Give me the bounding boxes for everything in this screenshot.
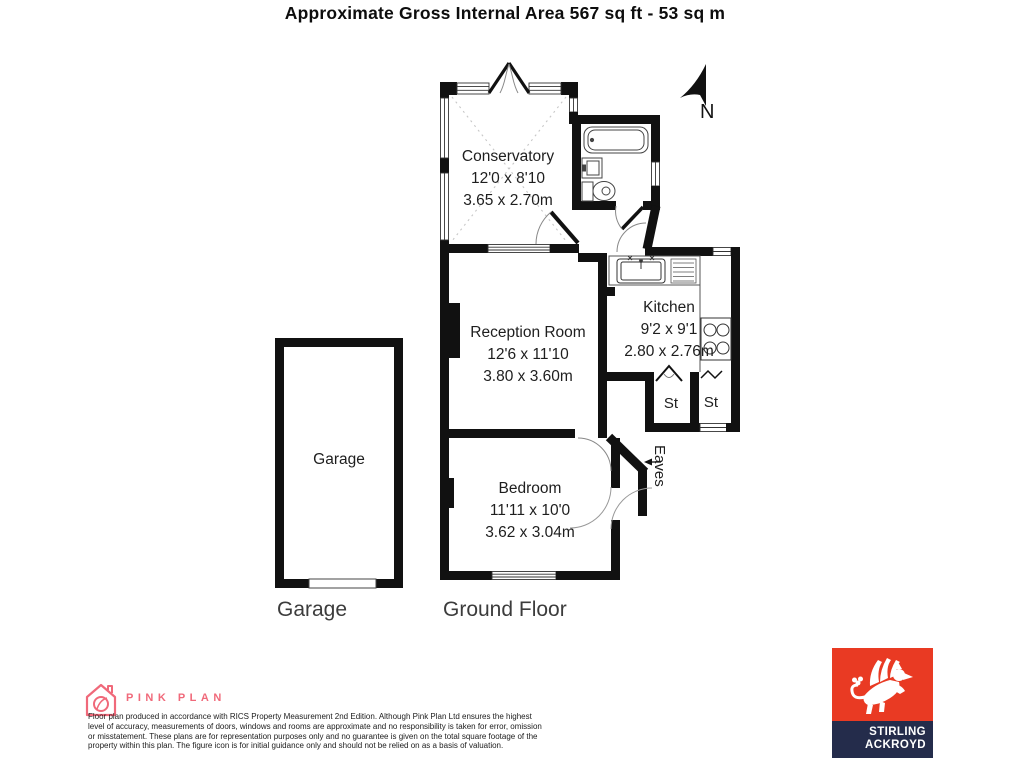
- compass-label: N: [700, 101, 715, 123]
- bifold-door: [656, 366, 682, 381]
- room-name: Bedroom: [498, 480, 562, 497]
- room-dims-imperial: 11'11 x 10'0: [489, 502, 571, 519]
- griffin-icon: [832, 648, 933, 721]
- agent-logo: [832, 648, 933, 758]
- garage-room-label: Garage: [313, 451, 365, 468]
- room-dims-metric: 3.65 x 2.70m: [463, 192, 553, 209]
- room-name: Reception Room: [470, 324, 586, 341]
- garage-door: [309, 579, 376, 588]
- eaves-label: Eaves: [651, 445, 668, 487]
- storage-right-label: St: [703, 394, 719, 411]
- window: [713, 248, 731, 256]
- hall-wall: [647, 206, 656, 249]
- door: [616, 206, 643, 229]
- room-dims-metric: 2.80 x 2.76m: [624, 343, 714, 360]
- window: [492, 572, 556, 580]
- french-doors: [489, 63, 529, 93]
- bathtub-icon: [584, 127, 648, 153]
- pink-plan-wordmark: PINK PLAN: [126, 692, 226, 704]
- disclaimer-line: level of accuracy, measurements of doors, windows and rooms are approximate and no responsibility is taken for error, omission: [88, 721, 542, 731]
- north-arrow-icon: [680, 64, 706, 106]
- room-dims-metric: 3.80 x 3.60m: [483, 368, 573, 385]
- disclaimer-line: property within this plan. The figure icon is for initial guidance only and should not be relied on as a basis of valuation.: [88, 741, 504, 751]
- bedroom-label: [450, 478, 610, 544]
- zigzag-door: [701, 371, 722, 378]
- ground-floor-label: Ground Floor: [443, 598, 567, 621]
- agent-logo-name-panel: [832, 721, 933, 758]
- room-name: Conservatory: [461, 148, 555, 165]
- conservatory-label: [428, 146, 588, 212]
- page-title: Approximate Gross Internal Area 567 sq ft - 53 sq m: [284, 3, 726, 23]
- disclaimer-line: or misstatement. These plans are for representation purposes only and no guarantee is given on the total square footage of the: [88, 731, 538, 741]
- disclaimer-text: [88, 712, 608, 751]
- room-dims-imperial: 9'2 x 9'1: [640, 321, 698, 338]
- window: [700, 424, 728, 432]
- room-name: Kitchen: [643, 299, 695, 316]
- disclaimer-line: Floor plan produced in accordance with RICS Property Measurement 2nd Edition. Although Pink Plan Ltd ensures the highest: [88, 712, 532, 721]
- reception-label: [448, 322, 608, 388]
- window: [652, 162, 660, 186]
- agent-name-line2: ACKROYD: [865, 739, 926, 751]
- door: [536, 212, 578, 244]
- window: [570, 98, 578, 112]
- kitchen-label: [589, 297, 749, 363]
- room-dims-imperial: 12'6 x 11'10: [487, 346, 569, 363]
- bedroom-door-arc: [578, 438, 611, 471]
- window: [488, 245, 550, 253]
- room-dims-imperial: 12'0 x 8'10: [470, 170, 545, 187]
- kitchen-sink-icon: [609, 256, 700, 285]
- agent-logo-red-panel: [832, 648, 933, 721]
- window: [457, 83, 561, 94]
- agent-name-line1: STIRLING: [869, 726, 926, 738]
- storage-left-label: St: [663, 395, 679, 412]
- room-dims-metric: 3.62 x 3.04m: [485, 524, 575, 541]
- garage-floor-label: Garage: [277, 598, 348, 621]
